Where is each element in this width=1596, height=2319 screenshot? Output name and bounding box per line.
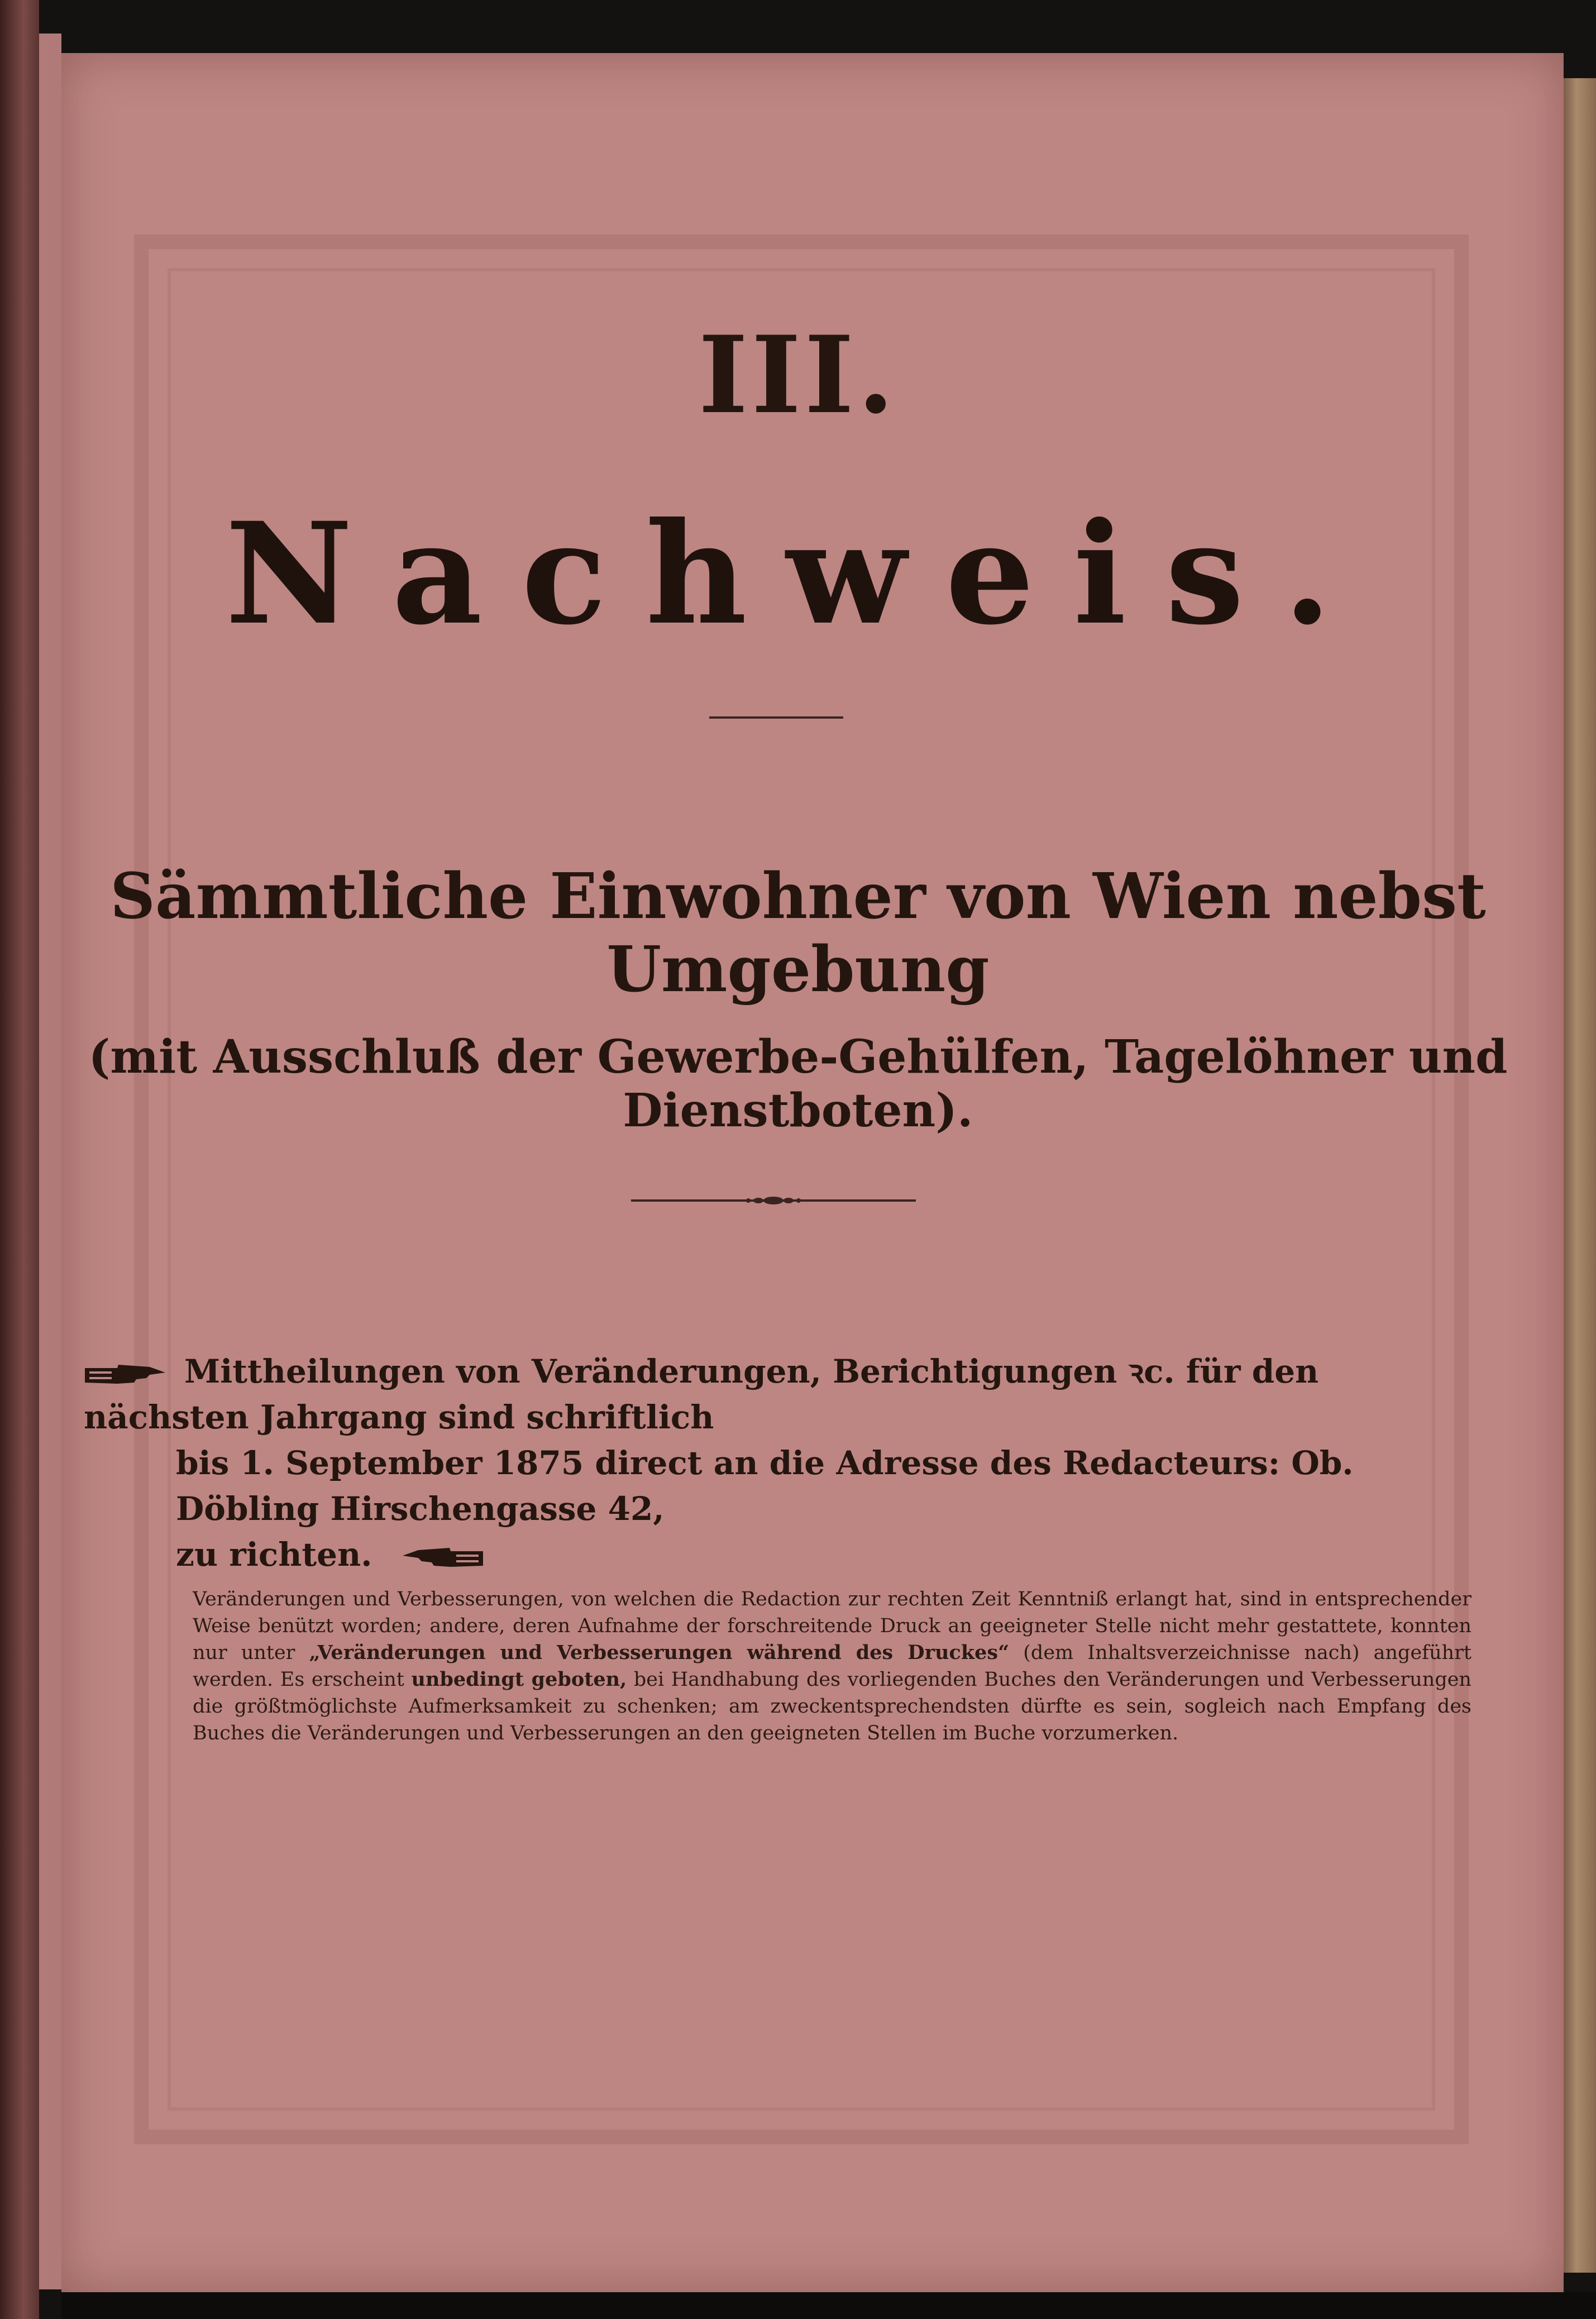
note-part-5: bei Handhabung des vorliegenden Buches den Veränderungen und Verbesserungen die größtmöglichste Aufmerksamkeit zu schenken; am zweckentsprechendsten dürfte es sein, sogleich nach Empfang des Buches die Veränderungen und Verbesserungen an den geeigneten Stellen im Buche vorzumerken.	[193, 1668, 1471, 1744]
note-part-2: „Veränderungen und Verbesserungen während des Druckes“	[309, 1641, 1010, 1664]
note-part-4: unbedingt geboten,	[411, 1668, 627, 1691]
editorial-note	[193, 1586, 1471, 1747]
notice-block	[84, 1349, 1469, 1577]
notice-line-2: bis 1. September 1875 direct an die Adresse des Redacteurs: Ob. Döbling Hirschengasse 42,	[176, 1444, 1354, 1528]
note-part-3: (dem Inhaltsverzeichnisse nach) angeführt werden. Es erscheint	[193, 1642, 1471, 1691]
section-number: III.	[698, 313, 898, 437]
notice-line-1: Mittheilungen von Veränderungen, Berichtigungen ꝛc. für den nächsten Jahrgang sind schriftlich	[84, 1352, 1319, 1436]
page-title: Nachweis.	[225, 491, 1371, 656]
subtitle: Sämmtliche Einwohner von Wien nebst Umgebung	[110, 860, 1486, 1006]
notice-line-3: zu richten.	[176, 1536, 372, 1574]
pointing-hand-right-icon	[84, 1360, 168, 1388]
title-rule	[709, 716, 843, 719]
pointing-hand-left-icon	[400, 1543, 484, 1571]
note-part-1: Veränderungen und Verbesserungen, von welchen die Redaction zur rechten Zeit Kenntniß erlangt hat, sind in entsprechender Weise benützt worden; andere, deren Aufnahme der forschreitende Druck an geeigneter Stelle nicht mehr gestattete, konnten nur unter	[193, 1588, 1471, 1664]
rule-ornament-icon	[743, 1195, 804, 1206]
scan-background	[61, 2292, 1596, 2319]
exclusion-note: (mit Ausschluß der Gewerbe-Gehülfen, Tagelöhner und Dienstboten).	[88, 1030, 1508, 1137]
